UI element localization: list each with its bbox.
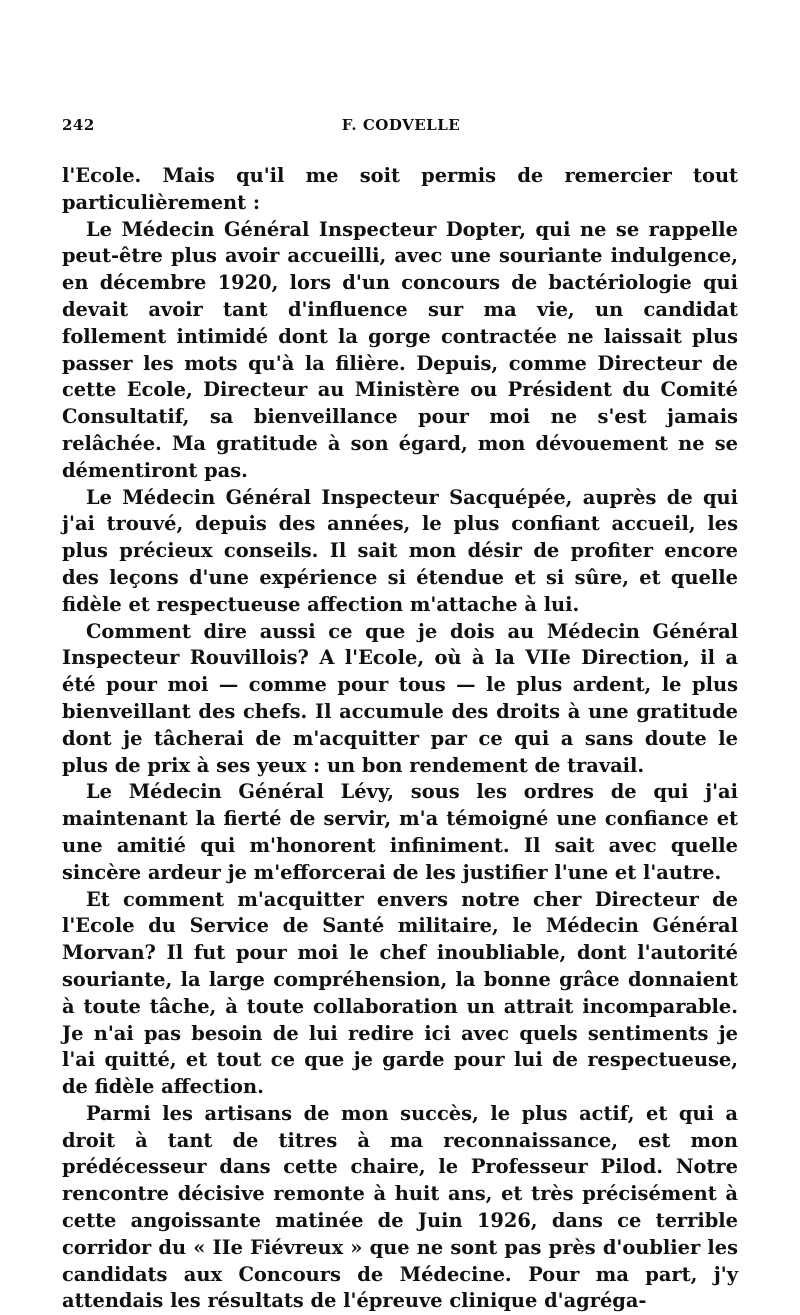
paragraph: Le Médecin Général Inspecteur Sacquépée, auprès de qui j'ai trouvé, depuis des années, le plus confiant accueil, les plus précieux conseils. Il sait mon désir de profiter encore des leçons d'une expérience si étendue et si sûre, et quelle fidèle et respectueuse affection m'attache à lui. — [62, 485, 738, 616]
paragraph: Comment dire aussi ce que je dois au Médecin Général Inspecteur Rouvillois? A l'Ecole, où à la VIIe Direction, il a été pour moi — comme pour tous — le plus ardent, le plus bienveillant des chefs. Il accumule des droits à une gratitude dont je tâcherai de m'acquitter par ce qui a sans doute le plus de prix à ses yeux : un bon rendement de travail. — [62, 619, 738, 777]
paragraph: Et comment m'acquitter envers notre cher Directeur de l'Ecole du Service de Santé militaire, le Médecin Général Morvan? Il fut pour moi le chef inoubliable, dont l'autorité souriante, la large compréhension, la bonne grâce donnaient à toute tâche, à toute collaboration un attrait incomparable. Je n'ai pas besoin de lui redire ici avec quels sentiments je l'ai quitté, et tout ce que je garde pour lui de respectueuse, de fidèle affection. — [62, 887, 738, 1099]
paragraph: l'Ecole. Mais qu'il me soit permis de remercier tout particulièrement : — [62, 164, 738, 214]
running-header — [62, 116, 740, 140]
page-number: 242 — [62, 116, 95, 134]
body-text — [62, 163, 738, 1315]
paragraph: Le Médecin Général Inspecteur Dopter, qui ne se rappelle peut-être plus avoir accueilli, avec une souriante indulgence, en décembre 1920, lors d'un concours de bactériologie qui devait avoir tant d'influence sur ma vie, un candidat follement intimidé dont la gorge contractée ne laissait plus passer les mots qu'à la filière. Depuis, comme Directeur de cette Ecole, Directeur au Ministère ou Président du Comité Consultatif, sa bienveillance pour moi ne s'est jamais relâchée. Ma gratitude à son égard, mon dévouement ne se démentiront pas. — [62, 217, 738, 482]
paragraph: Parmi les artisans de mon succès, le plus actif, et qui a droit à tant de titres à ma reconnaissance, est mon prédécesseur dans cette chaire, le Professeur Pilod. Notre rencontre décisive remonte à huit ans, et très précisément à cette angoissante matinée de Juin 1926, dans ce terrible corridor du « IIe Fiévreux » que ne sont pas près d'oublier les candidats aux Concours de Médecine. Pour ma part, j'y attendais les résultats de l'épreuve clinique d'agréga- — [62, 1101, 738, 1313]
running-title: F. CODVELLE — [341, 116, 461, 134]
paragraph: Le Médecin Général Lévy, sous les ordres de qui j'ai maintenant la fierté de servir, m'a témoigné une confiance et une amitié qui m'honorent infiniment. Il sait avec quelle sincère ardeur je m'efforcerai de les justifier l'une et l'autre. — [62, 780, 738, 884]
